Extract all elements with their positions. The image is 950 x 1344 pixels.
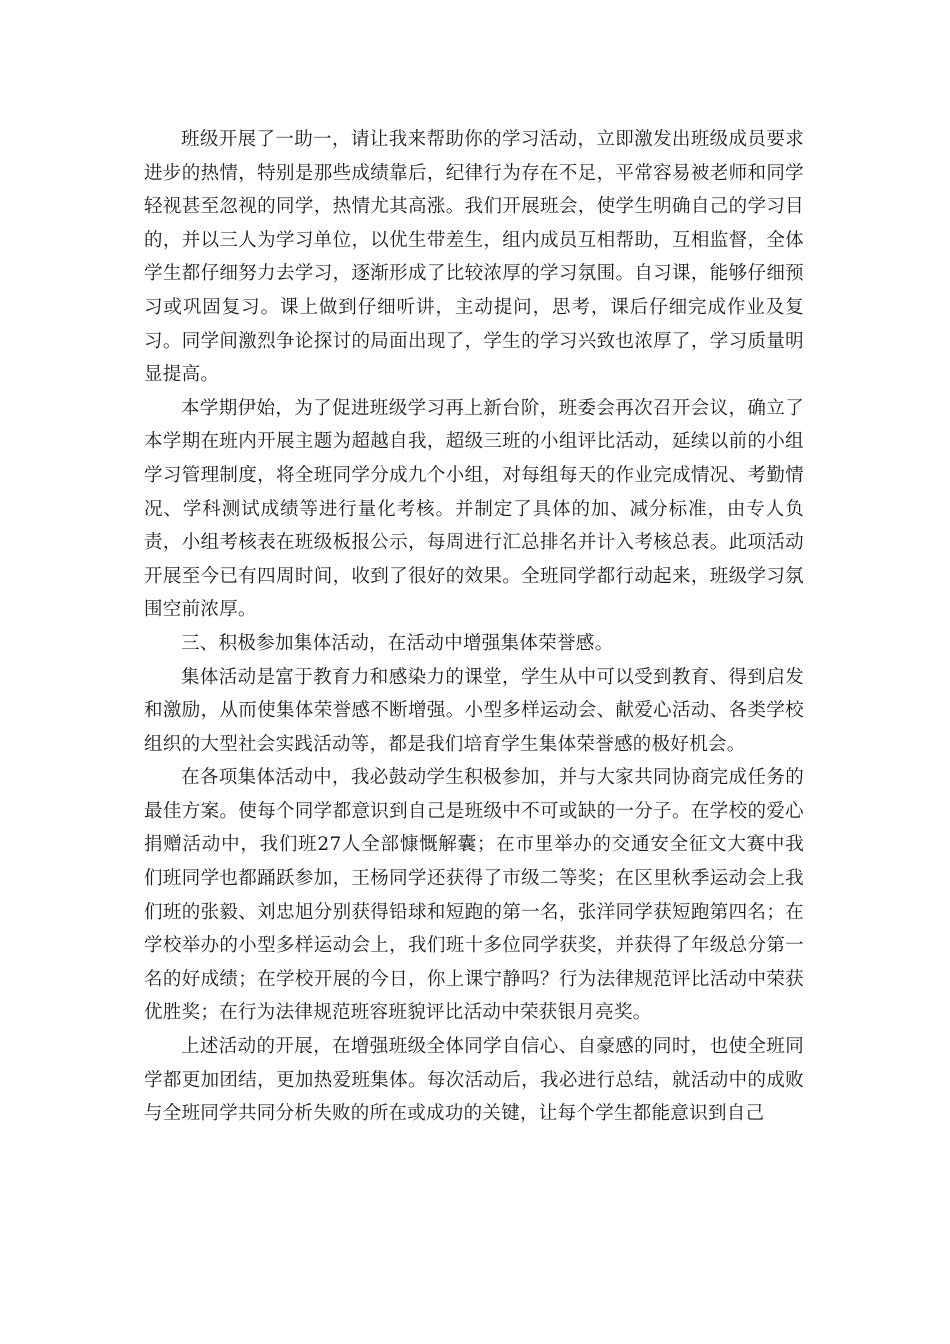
section-heading: 三、积极参加集体活动，在活动中增强集体荣誉感。 — [181, 632, 614, 654]
document-body — [144, 123, 804, 1131]
paragraph-2: 本学期伊始，为了促进班级学习再上新台阶，班委会再次召开会议，确立了本学期在班内开展主题为超越自我，超级三班的小组评比活动，延续以前的小组学习管理制度，将全班同学分成九个小组，对每组每天的作业完成情况、考勤情况、学科测试成绩等进行量化考核。并制定了具体的加、减分标准，由专人负责，小组考核表在班级板报公示，每周进行汇总排名并计入考核总表。此项活动开展至今已有四周时间，收到了很好的效果。全班同学都行动起来，班级学习氛围空前浓厚。 — [144, 397, 804, 621]
paragraph-4: 在各项集体活动中，我必鼓动学生积极参加，并与大家共同协商完成任务的最佳方案。使每个同学都意识到自己是班级中不可或缺的一分子。在学校的爱心捐赠活动中，我们班27人全部慷慨解囊；在市里举办的交通安全征文大赛中我们班同学也都踊跃参加，王杨同学还获得了市级二等奖；在区里秋季运动会上我们班的张毅、刘忠旭分别获得铅球和短跑的第一名，张洋同学获短跑第四名；在学校举办的小型多样运动会上，我们班十多位同学获奖，并获得了年级总分第一名的好成绩；在学校开展的今日，你上课宁静吗？行为法律规范评比活动中荣获优胜奖；在行为法律规范班容班貌评比活动中荣获银月亮奖。 — [144, 767, 804, 1024]
paragraph-1: 班级开展了一助一，请让我来帮助你的学习活动，立即激发出班级成员要求进步的热情，特别是那些成绩靠后，纪律行为存在不足，平常容易被老师和同学轻视甚至忽视的同学，热情尤其高涨。我们开展班会，使学生明确自己的学习目的，并以三人为学习单位，以优生带差生，组内成员互相帮助，互相监督，全体学生都仔细努力去学习，逐渐形成了比较浓厚的学习氛围。自习课，能够仔细预习或巩固复习。课上做到仔细听讲，主动提问，思考，课后仔细完成作业及复习。同学间激烈争论探讨的局面出现了，学生的学习兴致也浓厚了，学习质量明显提高。 — [144, 129, 804, 386]
paragraph-3: 集体活动是富于教育力和感染力的课堂，学生从中可以受到教育、得到启发和激励，从而使集体荣誉感不断增强。小型多样运动会、献爱心活动、各类学校组织的大型社会实践活动等，都是我们培育学生集体荣誉感的极好机会。 — [144, 666, 804, 755]
paragraph-5: 上述活动的开展，在增强班级全体同学自信心、自豪感的同时，也使全班同学都更加团结，更加热爱班集体。每次活动后，我必进行总结，就活动中的成败与全班同学共同分析失败的所在或成功的关键，让每个学生都能意识到自己 — [144, 1036, 804, 1125]
